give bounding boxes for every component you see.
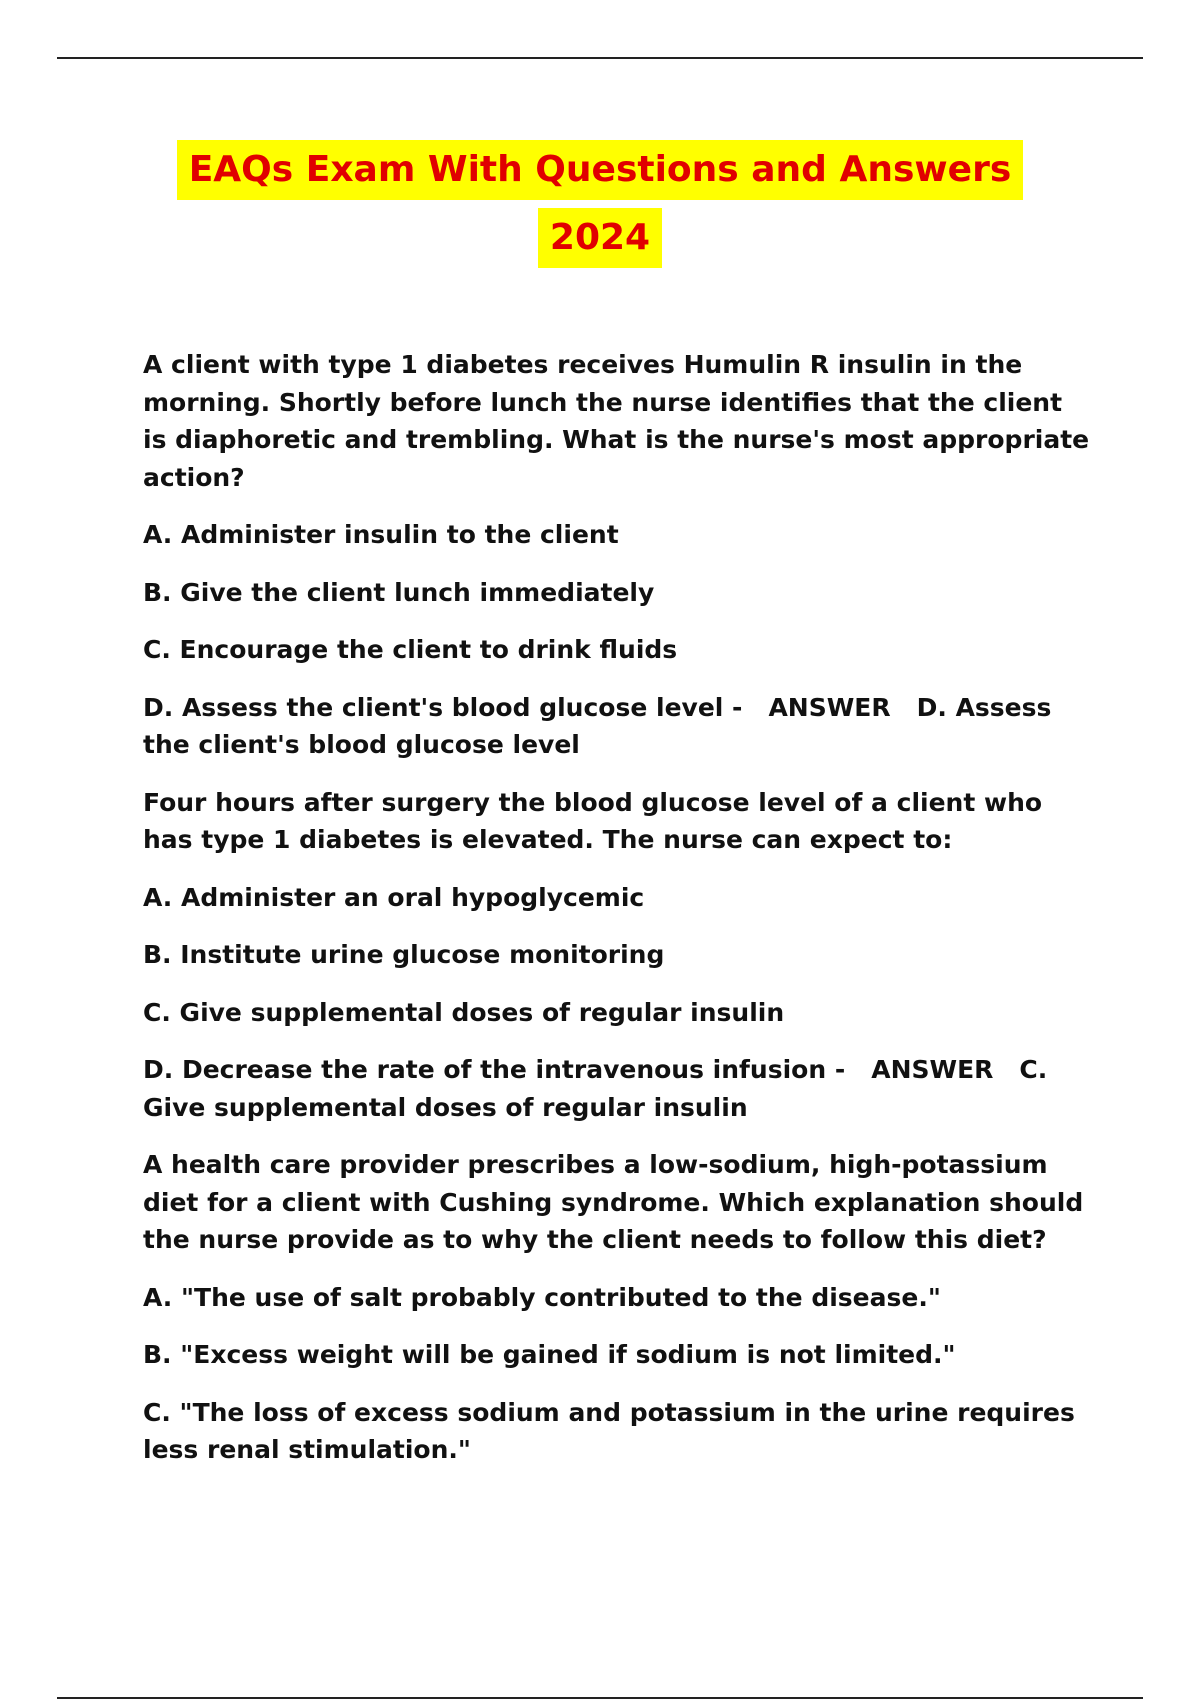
question-2-option-d: D. Decrease the rate of the intravenous infusion -: [143, 1055, 846, 1084]
question-list: [143, 346, 1093, 1489]
question-2-option-a: A. Administer an oral hypoglycemic: [143, 882, 645, 912]
question-1-option-d: D. Assess the client's blood glucose level -: [143, 692, 743, 722]
question-2-stem: Four hours after surgery the blood glucose level of a client who has type 1 diabetes is elevated. The nurse can expect to:: [143, 787, 1043, 854]
question-1-answer: D. Assess the client's blood glucose level: [143, 692, 1052, 759]
question-1-answer-label: ANSWER: [768, 692, 891, 722]
question-3-option-b: B. "Excess weight will be gained if sodium is not limited.": [143, 1340, 956, 1369]
question-2-option-b: B. Institute urine glucose monitoring: [143, 940, 665, 969]
question-1-option-b: B. Give the client lunch immediately: [143, 577, 655, 607]
question-1-stem: A client with type 1 diabetes receives Humulin R insulin in the morning. Shortly before lunch the nurse identifies that the client is diaphoretic and trembling. What is the nurse's most appropriate action?: [143, 350, 1090, 492]
bottom-rule: [57, 1697, 1143, 1699]
question-2-answer-label: ANSWER: [871, 1055, 994, 1084]
title-line-1: EAQs Exam With Questions and Answers: [177, 140, 1024, 200]
top-rule: [57, 57, 1143, 59]
question-2-option-c: C. Give supplemental doses of regular insulin: [143, 997, 785, 1027]
title-line-2: 2024: [538, 208, 662, 268]
question-1-option-d-with-answer: [143, 689, 1093, 764]
question-2-option-d-with-answer: [143, 1051, 1093, 1126]
question-1-option-a: A. Administer insulin to the client: [143, 520, 619, 549]
document-title: [0, 140, 1200, 276]
question-1-option-c: C. Encourage the client to drink fluids: [143, 635, 678, 664]
question-2-answer: C. Give supplemental doses of regular insulin: [143, 1055, 1048, 1122]
question-3-stem: A health care provider prescribes a low-sodium, high-potassium diet for a client with Cushing syndrome. Which explanation should the nurse provide as to why the client needs to follow this diet?: [143, 1150, 1084, 1254]
question-3-option-a: A. "The use of salt probably contributed to the disease.": [143, 1282, 941, 1312]
question-3-option-c: C. "The loss of excess sodium and potassium in the urine requires less renal stimulation.": [143, 1397, 1075, 1464]
